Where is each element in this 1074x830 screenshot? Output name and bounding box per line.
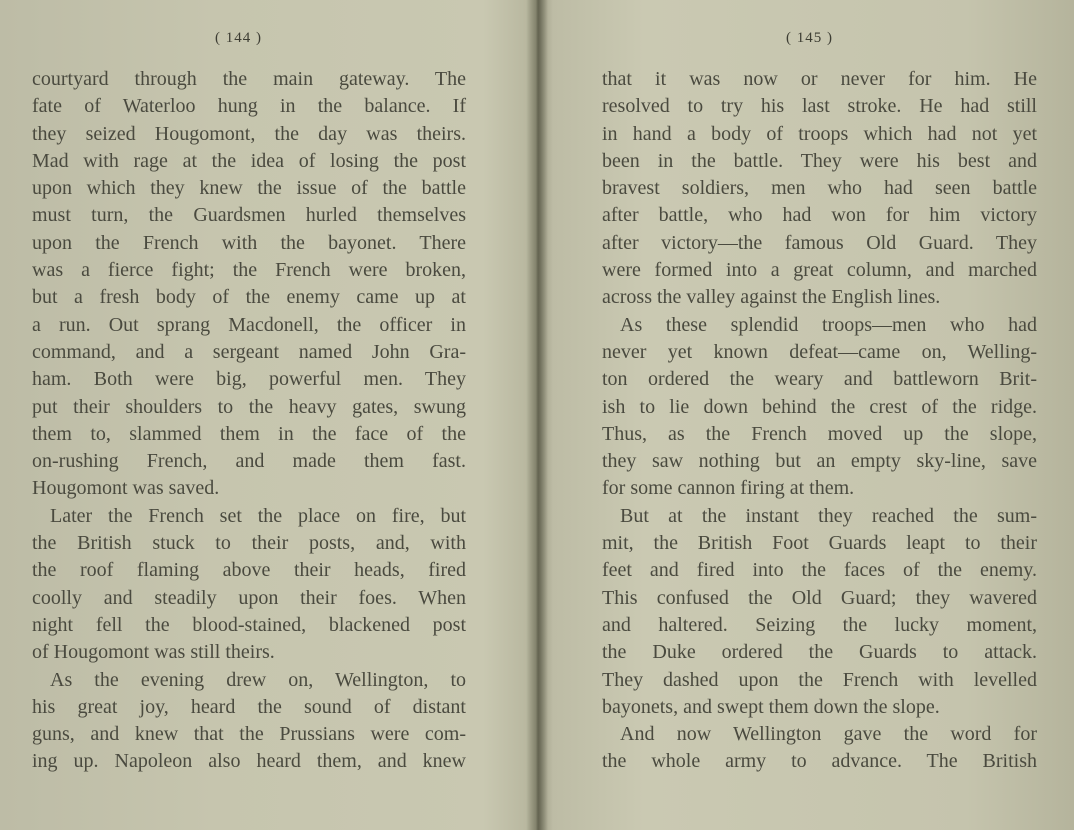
text-line: the Duke ordered the Guards to attack. [602, 641, 1037, 664]
text-line: of Hougomont was still theirs. [32, 641, 275, 664]
text-line: were formed into a great column, and marched [602, 259, 1037, 282]
text-line: ton ordered the weary and battleworn Brit- [602, 368, 1037, 391]
text-line: the whole army to advance. The British [602, 750, 1037, 773]
text-line: and haltered. Seizing the lucky moment, [602, 613, 1037, 636]
text-line: Hougomont was saved. [32, 477, 220, 500]
text-line: in hand a body of troops which had not yet [602, 122, 1037, 145]
text-line: on-rushing French, and made them fast. [32, 450, 466, 473]
text-line: As these splendid troops—men who had [620, 313, 1037, 336]
text-line: them to, slammed them in the face of the [32, 422, 466, 445]
text-line: that it was now or never for him. He [602, 68, 1037, 90]
text-line: his great joy, heard the sound of distant [32, 695, 466, 718]
text-line: after battle, who had won for him victory [602, 204, 1037, 227]
text-line: Thus, as the French moved up the slope, [602, 422, 1037, 445]
text-line: But at the instant they reached the sum- [620, 504, 1037, 527]
text-line: guns, and knew that the Prussians were com- [32, 723, 466, 746]
text-line: was a fierce fight; the French were broken, [32, 259, 466, 282]
text-line: ham. Both were big, powerful men. They [32, 368, 466, 391]
text-line: must turn, the Guardsmen hurled themselves [32, 204, 466, 227]
text-line: Later the French set the place on fire, but [50, 504, 466, 527]
text-line: for some cannon firing at them. [602, 477, 855, 500]
left-page [0, 0, 534, 830]
text-line: upon which they knew the issue of the battle [32, 177, 466, 200]
text-line: they seized Hougomont, the day was theirs. [32, 122, 466, 145]
right-page [540, 0, 1074, 830]
text-line: mit, the British Foot Guards leapt to their [602, 532, 1037, 555]
right-page-number: ( 145 ) [786, 30, 833, 46]
text-line: been in the battle. They were his best and [602, 149, 1037, 172]
text-line: never yet known defeat—came on, Welling- [602, 340, 1037, 363]
text-line: the roof flaming above their heads, fired [32, 559, 466, 582]
text-line: Mad with rage at the idea of losing the post [32, 149, 466, 172]
text-line: bravest soldiers, men who had seen battle [602, 177, 1037, 200]
text-line: after victory—the famous Old Guard. They [602, 231, 1037, 254]
text-line: feet and fired into the faces of the enemy. [602, 559, 1037, 582]
text-line: They dashed upon the French with levelled [602, 668, 1037, 691]
text-line: they saw nothing but an empty sky-line, save [602, 450, 1037, 473]
text-line: the British stuck to their posts, and, with [32, 532, 466, 555]
text-line: And now Wellington gave the word for [620, 723, 1037, 746]
text-line: put their shoulders to the heavy gates, swung [32, 395, 466, 418]
right-page-text [602, 66, 1037, 776]
text-line: courtyard through the main gateway. The [32, 68, 466, 90]
text-line: coolly and steadily upon their foes. When [32, 586, 466, 609]
text-line: across the valley against the English lines. [602, 286, 941, 309]
text-line: a run. Out sprang Macdonell, the officer in [32, 313, 466, 336]
text-line: ish to lie down behind the crest of the ridge. [602, 395, 1037, 418]
text-line: As the evening drew on, Wellington, to [50, 668, 466, 691]
text-line: command, and a sergeant named John Gra- [32, 340, 466, 363]
text-line: fate of Waterloo hung in the balance. If [32, 95, 466, 118]
text-line: resolved to try his last stroke. He had still [602, 95, 1037, 118]
left-page-text [32, 66, 466, 776]
left-page-number: ( 144 ) [215, 30, 262, 46]
text-line: This confused the Old Guard; they wavered [602, 586, 1037, 609]
text-line: upon the French with the bayonet. There [32, 231, 466, 254]
text-line: but a fresh body of the enemy came up at [32, 286, 466, 309]
text-line: ing up. Napoleon also heard them, and knew [32, 750, 466, 773]
text-line: night fell the blood-stained, blackened post [32, 613, 466, 636]
text-line: bayonets, and swept them down the slope. [602, 695, 940, 718]
